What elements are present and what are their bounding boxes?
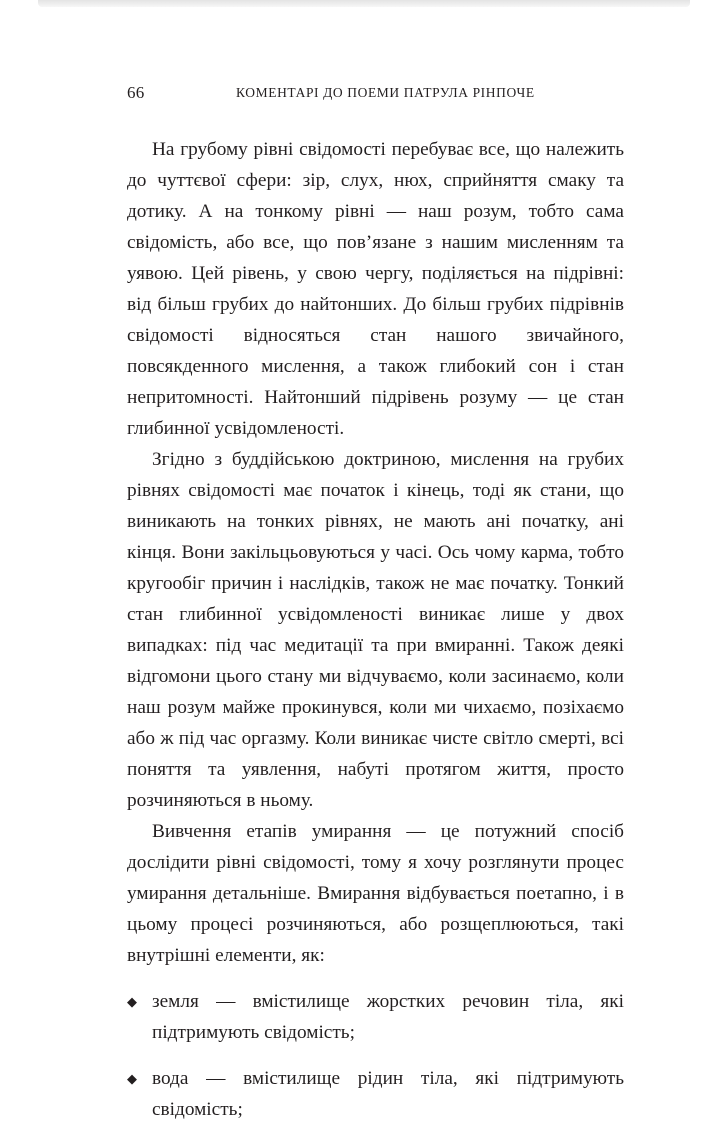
page-header [127,83,617,107]
running-title: КОМЕНТАРІ ДО ПОЕМИ ПАТРУЛА РІНПОЧЕ [236,85,535,100]
paragraph-3: Вивчення етапів умирання — це потужний спосіб дослідити рівні свідомості, тому я хочу розглянути процес умирання детальніше. Вмирання відбувається поетапно, і в цьому процесі розчиняються, або розщеплюються, такі внутрішні елементи, як: [127,821,624,966]
list-item-text: земля — вмістилище жорстких речовин тіла, які підтримують свідомість; [152,991,624,1043]
body-text [127,134,624,1140]
page-number: 66 [127,83,145,102]
list-item [127,1063,624,1125]
top-edge-rule [38,0,690,7]
paragraph-2: Згідно з буддійською доктриною, мислення на грубих рівнях свідомості має початок і кінець, тоді як стани, що виникають на тонких рівнях, не мають ані початку, ані кінця. Вони закільцьовуються у часі. Ось чому карма, тобто кругообіг причин і наслідків, також не має початку. Тонкий стан глибинної усвідомленості виникає лише у двох випадках: під час медитації та при вмиранні. Також деякі відгомони цього стану ми відчуваємо, коли засинаємо, коли наш розум майже прокинувся, коли ми чихаємо, позіхаємо або ж під час оргазму. Коли виникає чисте світло смерті, всі поняття та уявлення, набуті протягом життя, просто розчиняються в ньому. [127,449,624,811]
list-item [127,986,624,1048]
list-item-text: вода — вмістилище рідин тіла, які підтримують свідомість; [152,1068,624,1120]
paragraph-1: На грубому рівні свідомості перебуває все, що належить до чуттєвої сфери: зір, слух, нюх, сприйняття смаку та дотику. А на тонкому рівні — наш розум, тобто сама свідомість, або все, що пов’язане з нашим мисленням та уявою. Цей рівень, у свою чергу, поділяється на підрівні: від більш грубих до найтонших. До більш грубих підрівнів свідомості відносяться стан нашого звичайного, повсякденного мислення, а також глибокий сон і стан непритомності. Найтонший підрівень розуму — це стан глибинної усвідомленості. [127,139,624,439]
diamond-bullet-icon: ◆ [127,994,137,1009]
diamond-bullet-icon: ◆ [127,1071,137,1086]
elements-list [127,986,624,1125]
